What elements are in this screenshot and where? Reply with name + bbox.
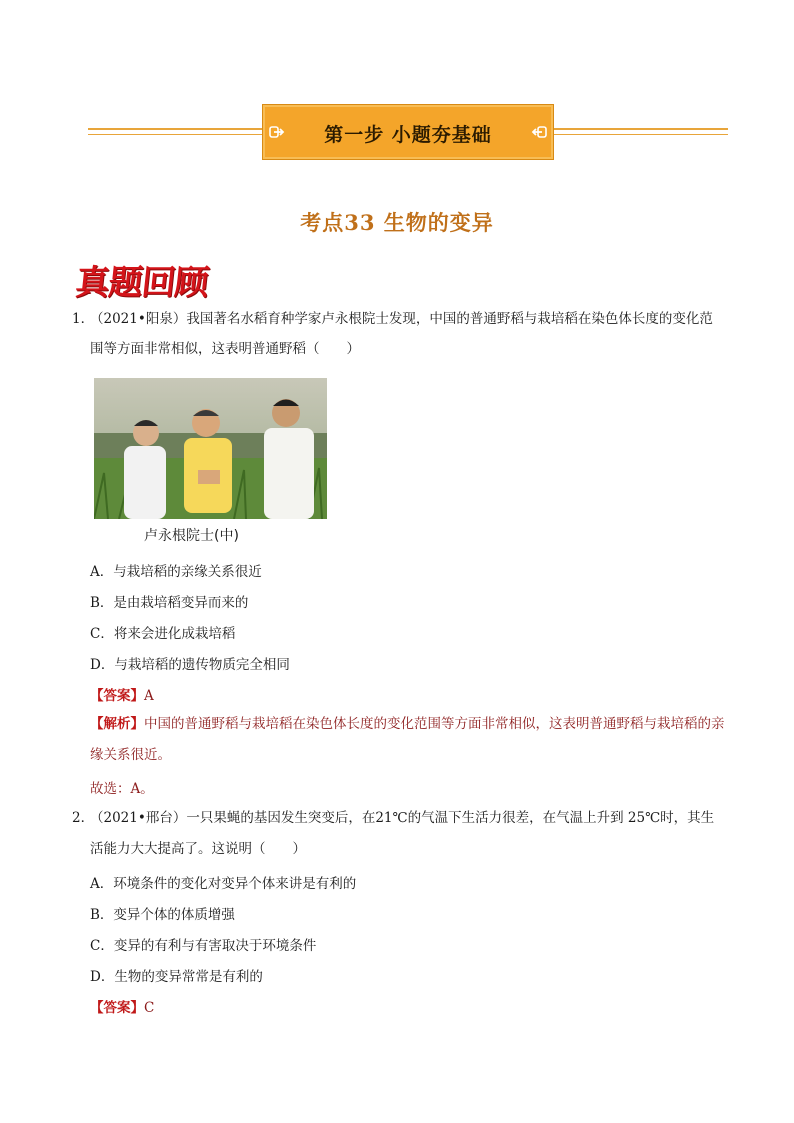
question-number: 2． xyxy=(72,810,95,826)
step-banner xyxy=(262,104,554,160)
question-2-stem-line2: 活能力大大提高了。这说明（ ） xyxy=(90,841,306,857)
question-1-stem-line2: 围等方面非常相似，这表明普通野稻（ ） xyxy=(90,341,360,357)
answer-value: C xyxy=(144,1000,155,1016)
banner-line-right-top xyxy=(554,128,728,130)
question-number: 1． xyxy=(72,311,95,327)
option-d: D．与栽培稻的遗传物质完全相同 xyxy=(90,657,290,673)
question-2-answer xyxy=(90,996,154,1016)
option-d: D．生物的变异常常是有利的 xyxy=(90,969,263,985)
section-logo: 真题回顾 xyxy=(73,263,210,303)
arrow-left-icon xyxy=(531,123,547,141)
banner-line-left-bottom xyxy=(88,134,262,135)
option-a: A．与栽培稻的亲缘关系很近 xyxy=(90,564,262,580)
option-b: B．是由栽培稻变异而来的 xyxy=(90,595,249,611)
option-b: B．变异个体的体质增强 xyxy=(90,907,235,923)
banner-line-left-top xyxy=(88,128,262,130)
question-1-analysis xyxy=(90,709,730,771)
option-a: A．环境条件的变化对变异个体来讲是有利的 xyxy=(90,876,357,892)
question-1-stem xyxy=(72,309,732,329)
answer-value: A xyxy=(144,688,154,704)
option-c: C．将来会进化成栽培稻 xyxy=(90,626,236,642)
answer-tag: 【答案】 xyxy=(90,688,144,704)
photo-caption: 卢永根院士(中) xyxy=(144,528,239,544)
banner-line-right-bottom xyxy=(554,134,728,135)
answer-tag: 【答案】 xyxy=(90,1000,144,1016)
question-1-conclusion: 故选：A。 xyxy=(90,781,154,797)
question-2-stem xyxy=(72,808,732,828)
analysis-text: 中国的普通野稻与栽培稻在染色体长度的变化范围等方面非常相似，这表明普通野稻与栽培稻的亲缘关系很近。 xyxy=(90,716,725,763)
question-stem-line1: （2021•邢台）一只果蝇的基因发生突变后，在21℃的气温下生活力很差，在气温上升到 25℃时，其生 xyxy=(90,810,715,826)
question-1-answer xyxy=(90,684,154,704)
analysis-tag: 【解析】 xyxy=(90,716,144,732)
question-1-photo xyxy=(94,378,327,519)
photo-illustration xyxy=(94,378,327,519)
option-c: C．变异的有利与有害取决于环境条件 xyxy=(90,938,317,954)
banner-title: 第一步 小题夯基础 xyxy=(324,124,492,146)
page-title: 考点33 生物的变异 xyxy=(300,210,494,235)
question-stem-line1: （2021•阳泉）我国著名水稻育种学家卢永根院士发现，中国的普通野稻与栽培稻在染色体长度的变化范 xyxy=(90,311,713,327)
